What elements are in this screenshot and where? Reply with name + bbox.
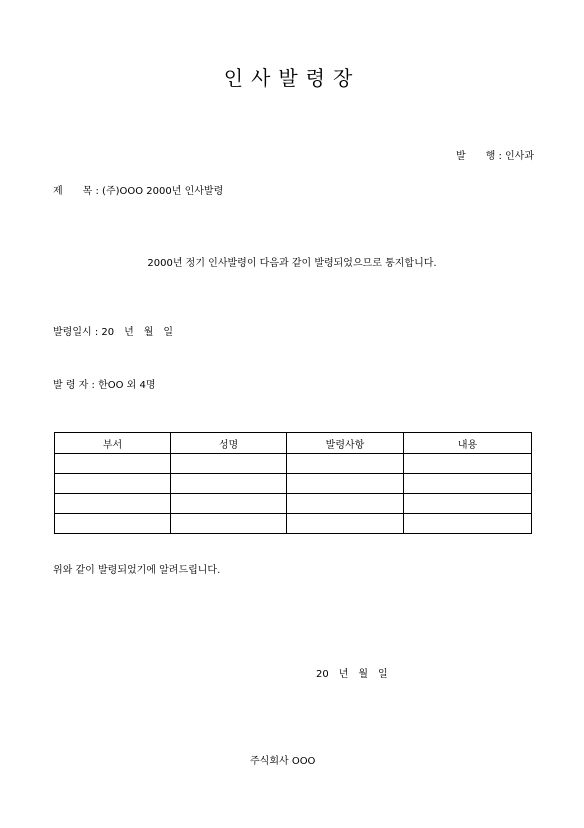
table-cell bbox=[287, 514, 404, 534]
table-cell bbox=[287, 454, 404, 474]
table-row bbox=[55, 474, 532, 494]
table-cell bbox=[404, 454, 532, 474]
table-cell bbox=[171, 494, 287, 514]
order-date-line: 발령일시 : 20 년 월 일 bbox=[53, 327, 174, 338]
document-title: 인사발령장 bbox=[223, 66, 361, 90]
header-department: 부서 bbox=[55, 433, 171, 454]
table-cell bbox=[404, 474, 532, 494]
table-cell bbox=[171, 514, 287, 534]
header-name: 성명 bbox=[171, 433, 287, 454]
notice-text: 2000년 정기 인사발령이 다음과 같이 발령되었으므로 통지합니다. bbox=[147, 258, 437, 269]
table-cell bbox=[404, 514, 532, 534]
table-header-row bbox=[55, 433, 532, 454]
target-line: 발 령 자 : 한OO 외 4명 bbox=[53, 380, 156, 391]
table-row bbox=[55, 494, 532, 514]
company-name: 주식회사 OOO bbox=[250, 756, 316, 767]
table-cell bbox=[171, 454, 287, 474]
table-cell bbox=[55, 454, 171, 474]
header-details: 내용 bbox=[404, 433, 532, 454]
table-cell bbox=[171, 474, 287, 494]
table-cell bbox=[55, 494, 171, 514]
table-cell bbox=[55, 474, 171, 494]
closing-text: 위와 같이 발령되었기에 알려드립니다. bbox=[53, 565, 221, 576]
issuer-line: 발 행 : 인사과 bbox=[455, 151, 534, 162]
subject-line: 제 목 : (주)OOO 2000년 인사발령 bbox=[53, 186, 224, 197]
table-row bbox=[55, 514, 532, 534]
table-cell bbox=[55, 514, 171, 534]
table-cell bbox=[287, 494, 404, 514]
table-cell bbox=[404, 494, 532, 514]
sign-date-line: 20 년 월 일 bbox=[316, 669, 388, 680]
table-row bbox=[55, 454, 532, 474]
table-cell bbox=[287, 474, 404, 494]
header-appointment: 발령사항 bbox=[287, 433, 404, 454]
appointment-table bbox=[54, 432, 532, 534]
